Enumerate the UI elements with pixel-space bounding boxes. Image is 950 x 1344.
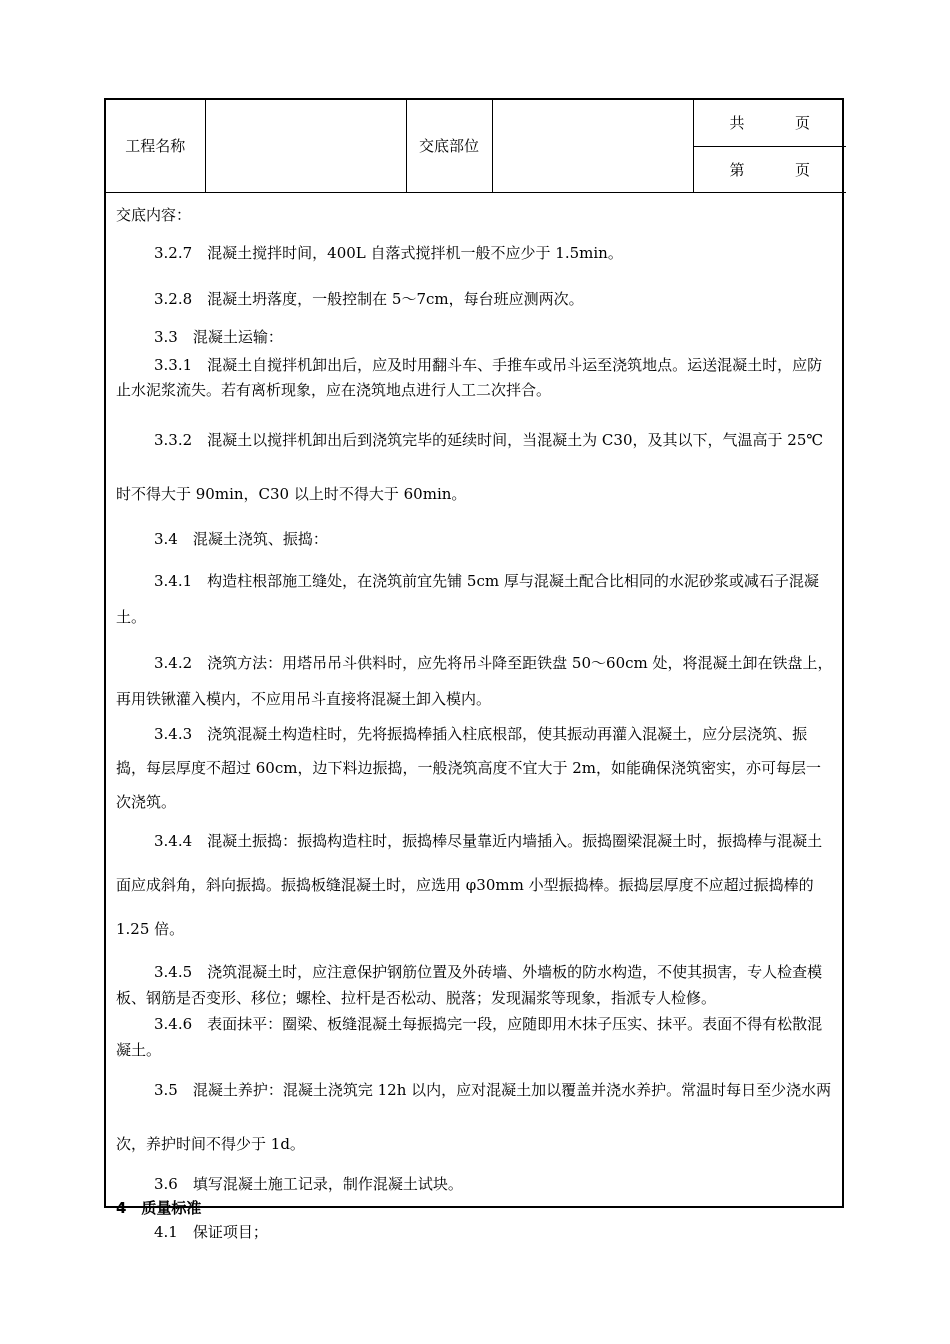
project-name-label: 工程名称 <box>106 100 205 192</box>
para-3-4-2: 3.4.2 浇筑方法：用塔吊吊斗供料时，应先将吊斗降至距铁盘 50～60cm 处，将混凝土卸在铁盘上，再用铁锹灌入模内，不应用吊斗直接将混凝土卸入模内。 <box>116 653 833 708</box>
para-3-4-1: 3.4.1 构造柱根部施工缝处，在浇筑前宜先铺 5cm 厚与混凝土配合比相同的水泥砂浆或减石子混凝土。 <box>116 571 819 626</box>
project-name-value <box>205 100 406 192</box>
location-value <box>492 100 693 192</box>
para-3-3-1: 3.3.1 混凝土自搅拌机卸出后，应及时用翻斗车、手推车或吊斗运至浇筑地点。运送混凝土时，应防止水泥浆流失。若有离析现象，应在浇筑地点进行人工二次拌合。 <box>116 355 823 399</box>
disclosure-content <box>106 193 842 1245</box>
para-4-1: 4.1 保证项目； <box>154 1222 268 1241</box>
page-no-cell <box>693 146 846 192</box>
para-3-4-4: 3.4.4 混凝土振捣：振捣构造柱时，振捣棒尽量靠近内墙插入。振捣圈梁混凝土时，振捣棒与混凝土面应成斜角，斜向振捣。振捣板缝混凝土时，应选用 φ30mm 小型振捣棒。振捣层厚度不应超过振捣棒的 1.25 倍。 <box>116 831 823 938</box>
page-no-char2: 页 <box>794 160 810 179</box>
disclosure-form <box>104 98 844 1241</box>
para-3-2-7: 3.2.7 混凝土搅拌时间，400L 自落式搅拌机一般不应少于 1.5min。 <box>154 243 623 262</box>
location-label: 交底部位 <box>406 100 492 192</box>
para-3-2-8: 3.2.8 混凝土坍落度，一般控制在 5～7cm，每台班应测两次。 <box>154 289 584 308</box>
para-3-4-5: 3.4.5 浇筑混凝土时，应注意保护钢筋位置及外砖墙、外墙板的防水构造，不使其损害，专人检查模板、钢筋是否变形、移位；螺栓、拉杆是否松动、脱落；发现漏浆等现象，指派专人检修。 <box>116 962 823 1007</box>
form-header <box>106 100 846 193</box>
total-pages-char2: 页 <box>794 114 810 133</box>
section-4-heading: 4 质量标准 <box>116 1198 202 1217</box>
total-pages-char1: 共 <box>729 114 745 133</box>
para-3-5: 3.5 混凝土养护：混凝土浇筑完 12h 以内，应对混凝土加以覆盖并浇水养护。常温时每日至少浇水两次，养护时间不得少于 1d。 <box>116 1080 832 1153</box>
total-pages-cell <box>693 100 846 146</box>
para-3-4-6: 3.4.6 表面抹平：圈梁、板缝混凝土每振捣完一段，应随即用木抹子压实、抹平。表面不得有松散混凝土。 <box>116 1014 823 1059</box>
page-no-char1: 第 <box>729 160 745 179</box>
para-3-6: 3.6 填写混凝土施工记录，制作混凝土试块。 <box>154 1174 463 1193</box>
para-3-3: 3.3 混凝土运输： <box>154 327 283 346</box>
para-3-4: 3.4 混凝土浇筑、振捣： <box>154 529 328 548</box>
para-3-3-2: 3.3.2 混凝土以搅拌机卸出后到浇筑完毕的延续时间，当混凝土为 C30，及其以下，气温高于 25℃时不得大于 90min，C30 以上时不得大于 60min。 <box>116 430 824 503</box>
para-3-4-3: 3.4.3 浇筑混凝土构造柱时，先将振捣棒插入柱底根部，使其振动再灌入混凝土，应分层浇筑、振捣，每层厚度不超过 60cm，边下料边振捣，一般浇筑高度不宜大于 2m，如能确保浇筑密实，亦可每层一次浇筑。 <box>116 724 822 811</box>
content-intro: 交底内容： <box>116 205 192 224</box>
